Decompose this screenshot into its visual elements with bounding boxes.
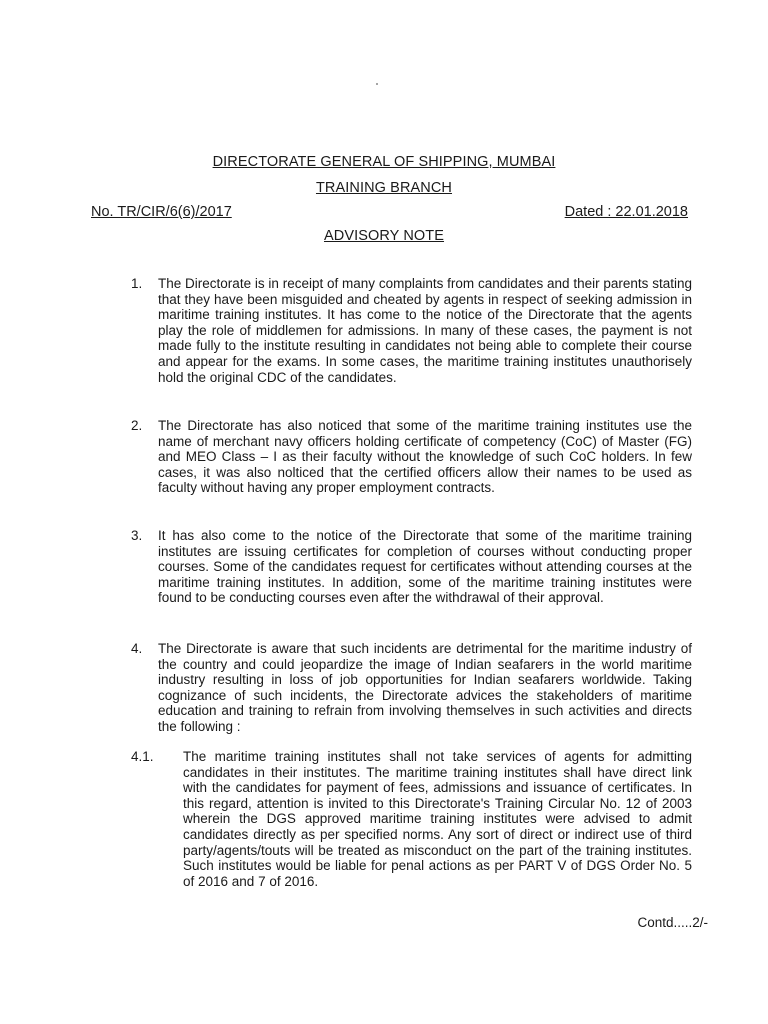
paragraph-number: 4.1. — [131, 749, 154, 764]
paragraph-text: The Directorate is in receipt of many complaints from candidates and their parents stating that they have been misguided and cheated by agents in respect of seeking admission in maritime training institutes. It has come to the notice of the Directorate that the agents play the role of middlemen for admissions. In many of these cases, the payment is not made fully to the institute resulting in candidates not being able to complete their course and appear for the exams. In some cases, the maritime training institutes unauthorisely hold the original CDC of the candidates. — [158, 276, 692, 385]
subject-title: ADVISORY NOTE — [323, 228, 445, 244]
reference-number: No. TR/CIR/6(6)/2017 — [91, 204, 232, 220]
org-title: DIRECTORATE GENERAL OF SHIPPING, MUMBAI — [212, 154, 556, 170]
continued-marker: Contd.....2/- — [637, 915, 708, 930]
date-line: Dated : 22.01.2018 — [564, 204, 688, 220]
paragraph-text: The Directorate is aware that such incidents are detrimental for the maritime industry of the country and could jeopardize the image of Indian seafarers in the world maritime industry resulting in loss of job opportunities for Indian seafarers worldwide. Taking cognizance of such incidents, the Directorate advices the stakeholders of maritime education and training to refrain from involving themselves in such activities and directs the following : — [158, 641, 692, 734]
paragraph-number: 4. — [131, 641, 143, 656]
paragraph-number: 2. — [131, 418, 143, 433]
paragraph-text: It has also come to the notice of the Directorate that some of the maritime training institutes are issuing certificates for completion of courses without conducting proper courses. Some of the candidates request for certificates without attending courses at the maritime training institutes. In addition, some of the maritime training institutes were found to be conducting courses even after the withdrawal of their approval. — [158, 528, 692, 606]
paragraph-number: 1. — [131, 276, 143, 291]
branch-title: TRAINING BRANCH — [315, 180, 453, 196]
scan-speck — [376, 83, 378, 85]
paragraph-text: The maritime training institutes shall not take services of agents for admitting candidates in their institutes. The maritime training institutes shall have direct link with the candidates for payment of fees, admissions and issuance of certificates. In this regard, attention is invited to this Directorate's Training Circular No. 12 of 2003 wherein the DGS approved maritime training institutes were advised to admit candidates directly as per specified norms. Any sort of direct or indirect use of third party/agents/touts will be treated as misconduct on the part of the training institutes. Such institutes would be liable for penal actions as per PART V of DGS Order No. 5 of 2016 and 7 of 2016. — [183, 749, 692, 889]
paragraph-text: The Directorate has also noticed that some of the maritime training institutes use the name of merchant navy officers holding certificate of competency (CoC) of Master (FG) and MEO Class – I as their faculty without the knowledge of such CoC holders. In few cases, it was also nolticed that the certified officers allow their names to be used as faculty without having any proper employment contracts. — [158, 418, 692, 496]
paragraph-number: 3. — [131, 528, 143, 543]
